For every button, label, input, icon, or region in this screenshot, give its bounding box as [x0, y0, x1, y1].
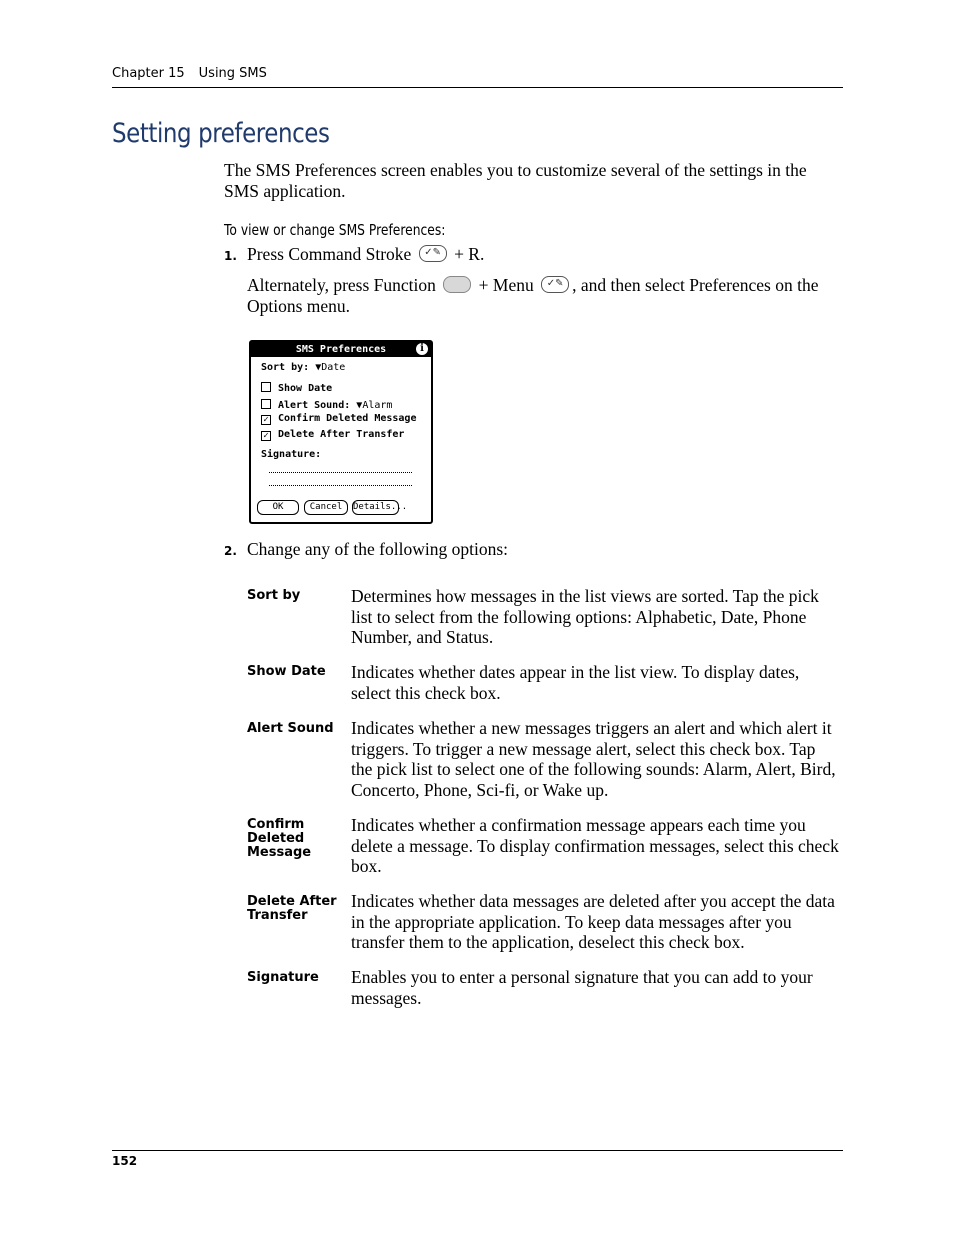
signature-row: [261, 449, 321, 461]
intro-paragraph: The SMS Preferences screen enables you to customize several of the settings in the SMS application.: [224, 160, 807, 201]
confirm-deleted-label: Confirm Deleted Message: [278, 413, 417, 424]
option-description: Indicates whether dates appear in the list view. To display dates, select this check box.: [351, 662, 800, 703]
info-icon: i: [416, 343, 428, 355]
option-term: Show Date: [247, 664, 326, 679]
alert-sound-checkbox-icon: [261, 399, 271, 409]
sort-by-row: [261, 362, 345, 374]
running-header: [112, 66, 267, 81]
show-date-checkbox-icon: [261, 382, 271, 392]
step-number: 2.: [224, 544, 237, 558]
show-date-row: [261, 381, 332, 395]
step-2-text: Change any of the following options:: [247, 539, 509, 559]
step-number: 1.: [224, 249, 237, 263]
option-term: Confirm Deleted Message: [247, 817, 312, 860]
option-term: Sort by: [247, 588, 301, 603]
sms-preferences-screenshot: [249, 340, 433, 524]
function-key-icon: [443, 276, 471, 293]
sort-by-value: Date: [321, 362, 346, 373]
option-description: Indicates whether a confirmation message appears each time you delete a message. To display confirmation messages, select this check box.: [351, 815, 839, 876]
procedure-heading: To view or change SMS Preferences:: [224, 221, 446, 239]
option-description: Determines how messages in the list views are sorted. Tap the pick list to select from the following options: Alphabetic, Date, Phone Number, and Status.: [351, 586, 819, 647]
show-date-label: Show Date: [278, 383, 333, 394]
signature-line: [269, 485, 412, 486]
alternate-text-mid: + Menu: [478, 275, 534, 295]
option-description: Indicates whether a new messages triggers an alert and which alert it triggers. To trigger a new message alert, select this check box. Tap the pick list to select one of the following sounds: Alarm, Alert, Bird, Concerto, Phone, Sci-fi, or Wake up.: [351, 718, 836, 800]
option-description: Indicates whether data messages are deleted after you accept the data in the appropriate application. To keep data messages after you transfer them to the application, deselect this check box.: [351, 891, 835, 952]
details-button: Details...: [352, 500, 399, 515]
step-1-text-before: Press Command Stroke: [247, 244, 412, 264]
alternate-text-after: , and then select Preferences on the Options menu.: [247, 275, 819, 316]
option-term: Delete After Transfer: [247, 894, 337, 923]
signature-label: Signature:: [261, 449, 322, 460]
alert-sound-value: Alarm: [362, 400, 393, 411]
screenshot-title: SMS Preferences: [295, 344, 387, 355]
step-1-text-after: + R.: [454, 244, 485, 264]
signature-line: [269, 472, 412, 473]
delete-after-row: [261, 429, 404, 441]
alternate-text-before: Alternately, press Function: [247, 275, 436, 295]
option-description: Enables you to enter a personal signature that you can add to your messages.: [351, 967, 813, 1008]
cancel-button: Cancel: [304, 500, 348, 515]
ok-button: OK: [257, 500, 299, 515]
step-1-text: [247, 244, 847, 265]
header-rule: [112, 87, 843, 88]
confirm-deleted-checkbox-icon: ✓: [261, 415, 271, 425]
sort-by-label: Sort by:: [261, 362, 310, 373]
option-term: Signature: [247, 970, 319, 985]
chapter-number: Chapter 15: [112, 66, 185, 81]
alert-sound-label: Alert Sound:: [278, 400, 351, 411]
alert-sound-row: [261, 398, 392, 412]
command-stroke-key-icon: ✓✎: [419, 245, 447, 262]
confirm-deleted-row: [261, 413, 416, 425]
option-term: Alert Sound: [247, 721, 334, 736]
footer-rule: [112, 1150, 843, 1151]
menu-key-icon: ✓✎: [541, 276, 569, 293]
step-1-alternate: [247, 275, 842, 316]
pick-list-arrow-icon: ▼: [315, 362, 322, 373]
delete-after-label: Delete After Transfer: [278, 429, 405, 440]
delete-after-checkbox-icon: ✓: [261, 431, 271, 441]
chapter-title: Using SMS: [198, 66, 267, 81]
section-title: Setting preferences: [112, 118, 330, 149]
page-number: 152: [112, 1154, 138, 1168]
screenshot-title-bar: [251, 342, 431, 357]
pick-list-arrow-icon: ▼: [356, 400, 363, 411]
